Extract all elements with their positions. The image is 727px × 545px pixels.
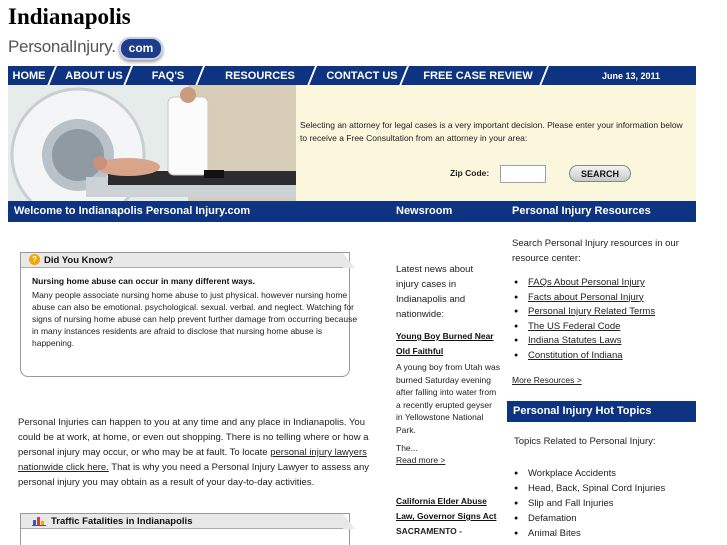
logo-word: PersonalInjury. xyxy=(8,37,116,56)
site-city-title: Indianapolis xyxy=(8,4,131,29)
resource-link-faqs[interactable]: FAQs About Personal Injury xyxy=(528,277,645,288)
main-paragraph-end: That is why you need a Personal Injury Lawyer to assess any personal injury you may obtain as a result of your day-to-day activities. xyxy=(18,462,369,488)
nav-separator xyxy=(126,66,138,85)
more-resources-link[interactable]: More Resources > xyxy=(512,375,582,385)
resources-heading: Personal Injury Resources xyxy=(512,205,651,217)
news-item-text: A young boy from Utah was burned Saturday evening after falling into water from a recently erupted geyser in Yellowstone National Park. xyxy=(396,362,500,435)
main-nav xyxy=(8,66,696,85)
nav-separator xyxy=(50,66,62,85)
nav-resources[interactable]: RESOURCES xyxy=(225,69,295,82)
logo-pill: com xyxy=(119,37,164,60)
banner-photo-doctor-mri xyxy=(8,85,296,201)
search-button[interactable]: SEARCH xyxy=(569,165,631,182)
resource-link-terms[interactable]: Personal Injury Related Terms xyxy=(528,306,656,317)
news-item-title[interactable]: California Elder Abuse Law, Governor Signs Act xyxy=(396,496,497,521)
hot-topic-item: ● Defamation xyxy=(512,511,665,526)
nav-home[interactable]: HOME xyxy=(12,69,46,82)
nav-separator xyxy=(542,66,554,85)
zip-code-label: Zip Code: xyxy=(450,168,490,178)
hot-topic-item: ● Animal Bites xyxy=(512,526,665,541)
hot-topic-item: ● Head, Back, Spinal Cord Injuries xyxy=(512,481,665,496)
nav-free-case-review[interactable]: FREE CASE REVIEW xyxy=(423,69,533,82)
nav-contact-us[interactable]: CONTACT US xyxy=(326,69,398,82)
resources-list xyxy=(512,276,655,363)
zip-code-input[interactable] xyxy=(500,165,546,183)
nav-separator xyxy=(310,66,322,85)
welcome-heading: Welcome to Indianapolis Personal Injury.com xyxy=(14,205,251,217)
resource-item[interactable] xyxy=(512,320,655,335)
resource-link-statutes[interactable]: Indiana Statutes Laws xyxy=(528,335,622,346)
resource-item[interactable] xyxy=(512,305,655,320)
nav-date: June 13, 2011 xyxy=(601,70,660,81)
news-item xyxy=(396,329,500,465)
resource-link-constitution[interactable]: Constitution of Indiana xyxy=(528,349,623,361)
resource-item[interactable] xyxy=(512,349,655,364)
resource-link-federal-code[interactable]: The US Federal Code xyxy=(528,320,621,332)
hot-topics-list xyxy=(512,466,665,541)
question-icon: ? xyxy=(29,254,40,265)
newsroom-intro: Latest news about injury cases in Indianapolis and nationwide: xyxy=(396,264,474,320)
lawyers-nationwide-link[interactable]: personal injury lawyers nationwide click here. xyxy=(18,447,367,473)
news-item-ellipsis: The... xyxy=(396,443,418,453)
resource-link-facts[interactable]: Facts about Personal Injury xyxy=(528,291,644,303)
did-you-know-title: Did You Know? xyxy=(44,255,114,266)
nav-separator xyxy=(402,66,414,85)
hot-topic-item: ● Workplace Accidents xyxy=(512,466,665,481)
traffic-fatalities-title: Traffic Fatalities in Indianapolis xyxy=(51,516,193,527)
main-paragraph-start: Personal Injuries can happen to you at any time and any place in Indianapolis. You could be at work, at home, or even out shopping. There is no telling where or how a personal injury may occur, or who may be at fault. To locate xyxy=(18,417,369,458)
hot-topics-intro: Topics Related to Personal Injury: xyxy=(514,436,656,447)
news-item xyxy=(396,494,500,538)
bar-chart-icon xyxy=(32,515,46,526)
resource-item[interactable] xyxy=(512,291,655,306)
news-item-text: SACRAMENTO - xyxy=(396,526,462,536)
main-paragraph xyxy=(18,415,384,490)
nav-faqs[interactable]: FAQ'S xyxy=(151,69,185,82)
did-you-know-body: Many people associate nursing home abuse to just physical. however nursing home abuse can also be emotional. psychological. sexual. verbal. and neglect. Watching for signs of nursing home abuse can help prevent further damage from occurring because in many instances residents are afraid to disclose that nursing home abuse is happening. xyxy=(32,290,358,348)
read-more-link[interactable]: Read more > xyxy=(396,454,446,465)
resource-item[interactable] xyxy=(512,334,655,349)
site-logo[interactable] xyxy=(8,34,163,60)
newsroom-heading: Newsroom xyxy=(396,205,453,217)
hot-topics-heading: Personal Injury Hot Topics xyxy=(507,401,696,422)
banner-intro-text: Selecting an attorney for legal cases is a very important decision. Please enter your information below to receive a Free Consultation from an attorney in your area: xyxy=(300,120,683,143)
hot-topic-item: ● Slip and Fall Injuries xyxy=(512,496,665,511)
nav-about-us[interactable]: ABOUT US xyxy=(65,69,123,82)
resources-intro: Search Personal Injury resources in our resource center: xyxy=(512,238,679,264)
resource-item[interactable] xyxy=(512,276,655,291)
nav-separator xyxy=(198,66,210,85)
news-item-title[interactable]: Young Boy Burned Near Old Faithful xyxy=(396,331,494,356)
did-you-know-subtitle: Nursing home abuse can occur in many different ways. xyxy=(32,276,255,286)
